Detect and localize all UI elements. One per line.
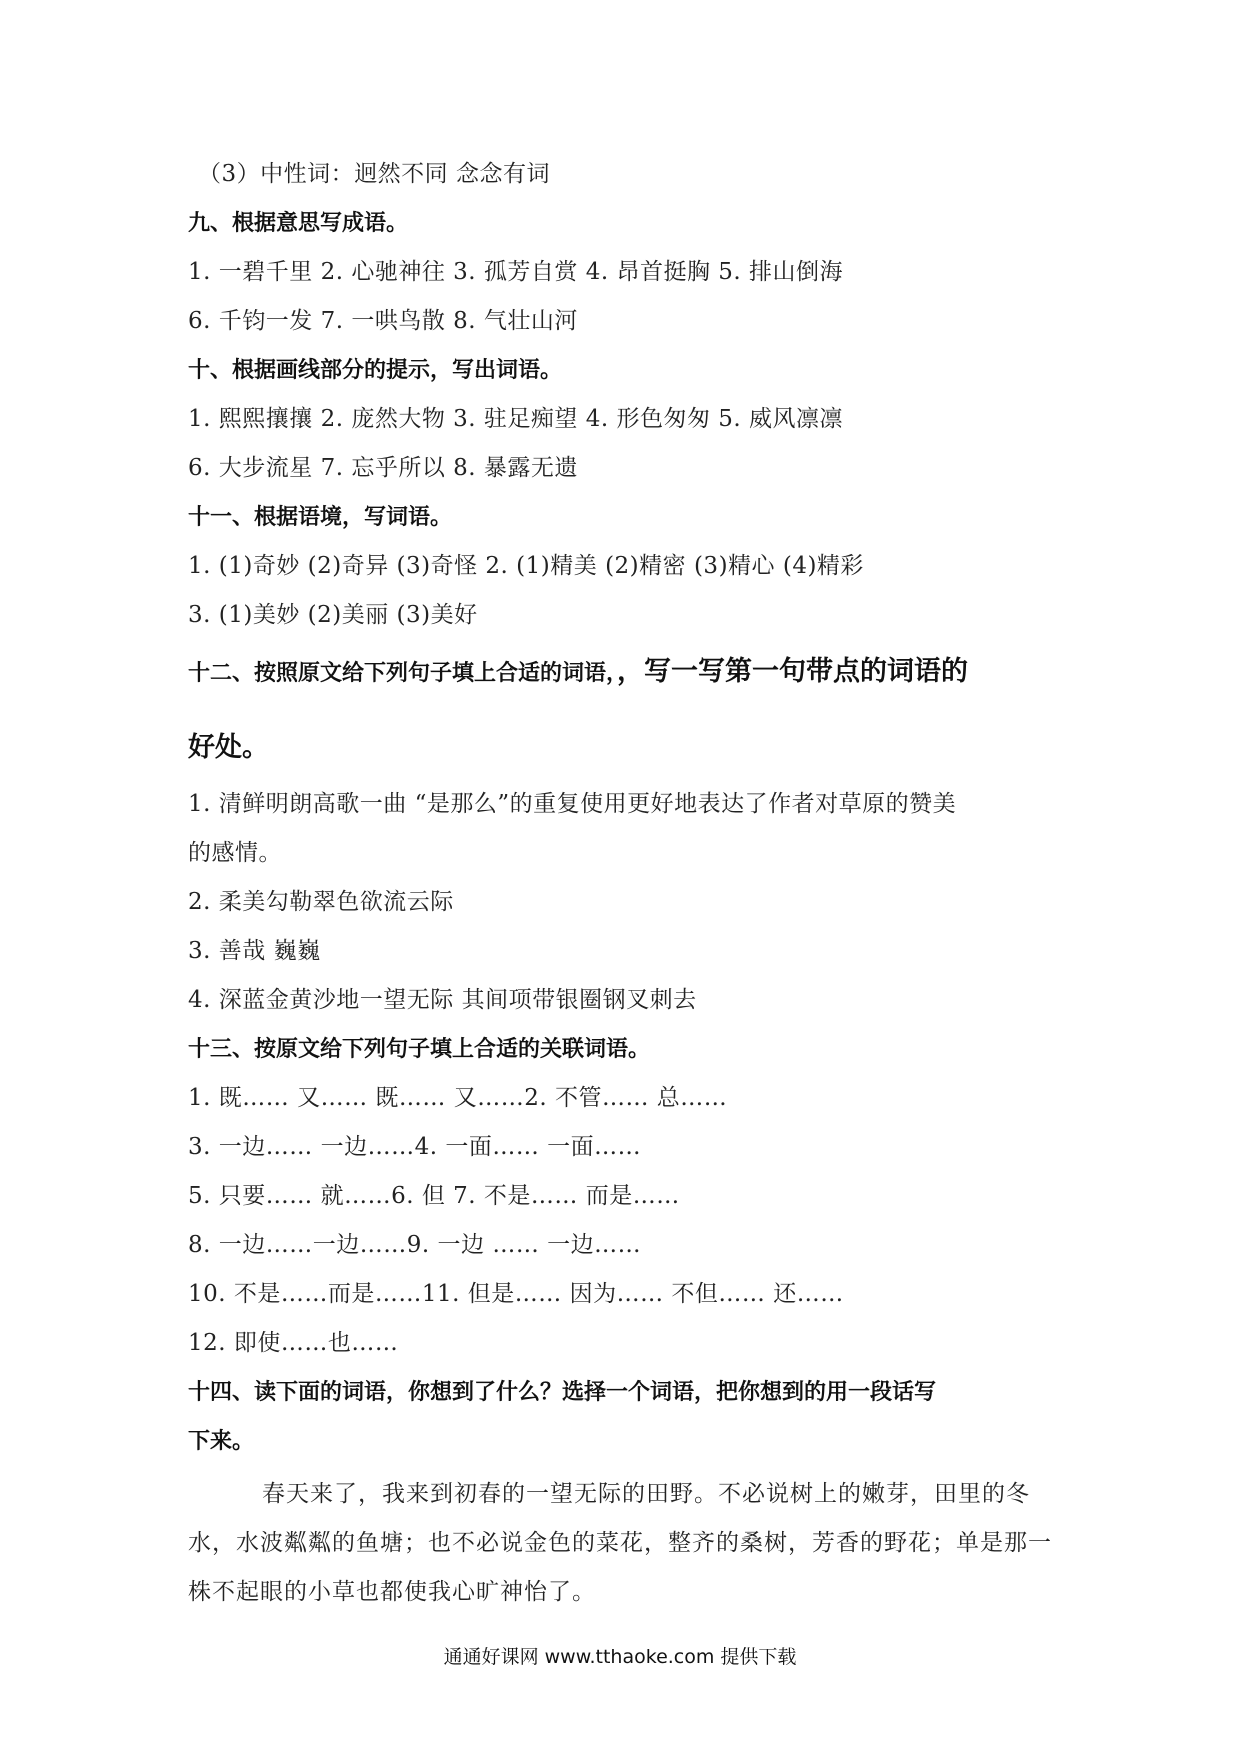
sample-paragraph: 春天来了，我来到初春的一望无际的田野。不必说树上的嫩芽，田里的冬水，水波粼粼的鱼塘；也不必说金色的菜花，整齐的桑树，芳香的野花；单是那一株不起眼的小草也都使我心旷神怡了。 bbox=[188, 1481, 1052, 1605]
answer-line: 1. 清鲜明朗高歌一曲 “是那么”的重复使用更好地表达了作者对草原的赞美 bbox=[188, 791, 957, 817]
section-heading-11: 十一、根据语境，写词语。 bbox=[188, 505, 453, 530]
section-heading-14-cont: 下来。 bbox=[188, 1429, 255, 1454]
answer-line: 4. 深蓝金黄沙地一望无际 其间项带银圈钢叉刺去 bbox=[188, 987, 697, 1013]
answer-line: 6. 大步流星 7. 忘乎所以 8. 暴露无遗 bbox=[188, 455, 578, 481]
answer-line: 12. 即使……也…… bbox=[188, 1330, 399, 1356]
section-heading-12-cont bbox=[188, 722, 1068, 774]
heading-part: 十二、按照原文给下列句子填上合适的词语， bbox=[188, 661, 618, 686]
answer-line: （3）中性词：迥然不同 念念有词 bbox=[198, 161, 550, 187]
answer-line: 3. 一边…… 一边……4. 一面…… 一面…… bbox=[188, 1134, 642, 1160]
answer-line: 3. 善哉 巍巍 bbox=[188, 938, 321, 964]
answer-sheet bbox=[188, 150, 1068, 1617]
answer-line: 8. 一边……一边……9. 一边 …… 一边…… bbox=[188, 1232, 642, 1258]
section-heading-10: 十、根据画线部分的提示，写出词语。 bbox=[188, 358, 563, 383]
answer-line: 6. 千钧一发 7. 一哄鸟散 8. 气壮山河 bbox=[188, 308, 578, 334]
section-heading-14: 十四、读下面的词语，你想到了什么？选择一个词语，把你想到的用一段话写 bbox=[188, 1380, 937, 1405]
footer-source: 通通好课网 www.tthaoke.com 提供下载 bbox=[443, 1646, 797, 1668]
section-heading-12 bbox=[188, 646, 1068, 698]
answer-line: 2. 柔美勾勒翠色欲流云际 bbox=[188, 889, 454, 915]
answer-line: 5. 只要…… 就……6. 但 7. 不是…… 而是…… bbox=[188, 1183, 680, 1209]
heading-part: ，写一写第一句带点的词语的 bbox=[617, 656, 969, 687]
answer-line: 1. (1)奇妙 (2)奇异 (3)奇怪 2. (1)精美 (2)精密 (3)精心 (4)精彩 bbox=[188, 553, 864, 579]
answer-line: 1. 一碧千里 2. 心驰神往 3. 孤芳自赏 4. 昂首挺胸 5. 排山倒海 bbox=[188, 259, 844, 285]
answer-line: 1. 既…… 又…… 既…… 又……2. 不管…… 总…… bbox=[188, 1085, 728, 1111]
answer-line: 10. 不是……而是……11. 但是…… 因为…… 不但…… 还…… bbox=[188, 1281, 844, 1307]
section-heading-13: 十三、按原文给下列句子填上合适的关联词语。 bbox=[188, 1037, 651, 1062]
answer-line: 1. 熙熙攘攘 2. 庞然大物 3. 驻足痴望 4. 形色匆匆 5. 威风凛凛 bbox=[188, 406, 844, 432]
answer-line: 3. (1)美妙 (2)美丽 (3)美好 bbox=[188, 602, 478, 628]
answer-line: 的感情。 bbox=[188, 840, 282, 866]
heading-part: 好处。 bbox=[188, 732, 269, 763]
section-heading-9: 九、根据意思写成语。 bbox=[188, 211, 409, 236]
